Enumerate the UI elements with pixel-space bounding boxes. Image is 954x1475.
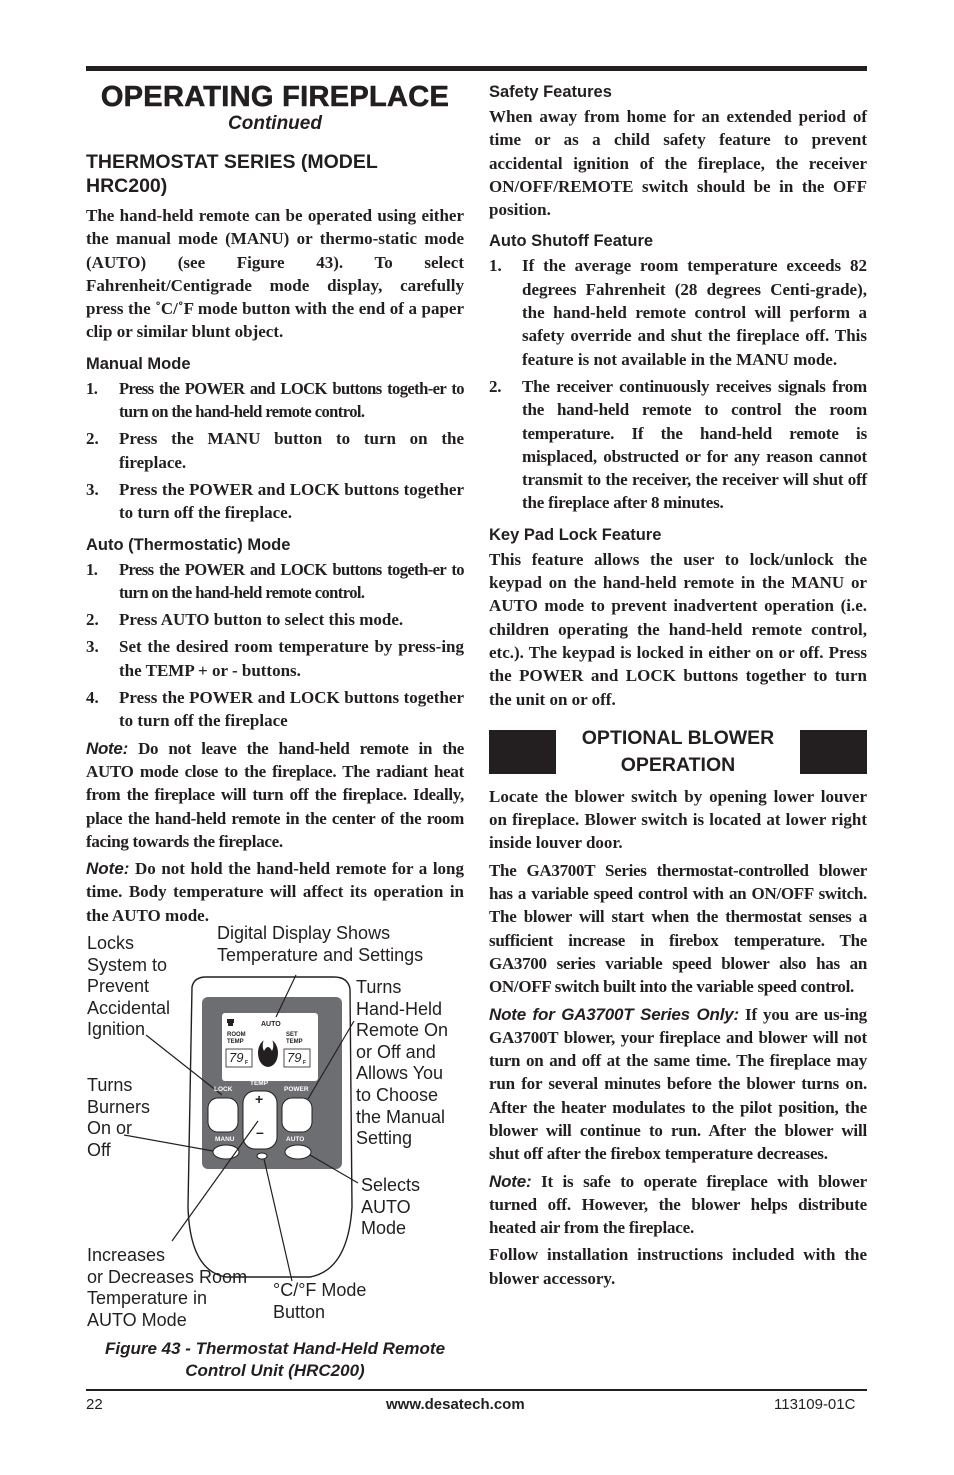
bottom-rule [86,1389,867,1391]
remote-power-label: POWER [284,1086,309,1093]
auto-mode-heading: Auto (Thermostatic) Mode [86,535,291,554]
blower-locate-text: Locate the blower switch by opening lower louver on fireplace. Blower switch is located at lower right inside louver door. [489,786,867,853]
remote-auto-top-label: AUTO [261,1021,281,1028]
list-item: 2. Press AUTO button to select this mode. [86,610,404,630]
safety-features-heading: Safety Features [489,83,612,101]
blower-safe-note: Note: It is safe to operate fireplace with blower turned off. However, the blower helps distribute heated air from the fireplace. [489,1171,867,1238]
list-item: 3. Press the POWER and LOCK buttons together to turn off the fireplace. [86,479,464,523]
section-title-thermostat: THERMOSTAT SERIES (MODEL HRC200) [86,151,378,197]
room-temp-unit: F [245,1060,249,1066]
band-left-block [489,730,556,774]
document-number: 113109-01C [774,1396,856,1413]
keypad-lock-heading: Key Pad Lock Feature [489,525,662,544]
list-item: 2. Press the MANU button to turn on the fireplace. [86,429,464,472]
blower-section-band [489,725,867,779]
keypad-lock-text: This feature allows the user to lock/unlock the keypad on the hand-held remote in the MANU or AUTO mode to prevent inadvertent operation (i.e. children operating the hand-held remote control, etc.). The keypad is locked in either on or off. Press the POWER and LOCK buttons together to turn the unit on or off. [489,549,867,709]
figure-43 [86,925,464,1385]
temp-minus-label: – [256,1124,264,1140]
set-temp-unit: F [303,1060,307,1066]
intro-paragraph: The hand-held remote can be operated using either the manual mode (MANU) or thermo-static mode (AUTO) (see Figure 43). To select Fahrenheit/Centigrade mode display, carefully press the ˚C/˚F mode button with the end of a paper clip or similar blunt object. [86,206,464,342]
blower-section-title: OPTIONAL BLOWER OPERATION [581,726,775,776]
band-right-block [800,730,867,774]
page-title: OPERATING FIREPLACE [100,81,450,113]
list-item: 4. Press the POWER and LOCK buttons together to turn off the fireplace [86,688,464,731]
remote-set-temp-label: TEMP [286,1039,303,1045]
page-number: 22 [86,1396,103,1413]
remote-auto-label: AUTO [286,1136,305,1143]
callout-turns-remote: Turns Hand-Held Remote On or Off and Allows You to Choose the Manual Setting [356,977,449,1149]
auto-shutoff-heading: Auto Shutoff Feature [489,232,654,251]
blower-ga3700t-note: Note for GA3700T Series Only: If you are us-ing GA3700T blower, your fireplace and blower will not turn on and off at the same time. The fireplace may run for several minutes before the blower turns on. After the heater modulates to the pilot position, the blower will continue to run. After the blower will shut off after the firebox temperature decreases. [489,1004,867,1164]
top-rule [86,66,867,71]
figure-caption: Figure 43 - Thermostat Hand-Held Remote Control Unit (HRC200) [104,1339,446,1380]
auto-mode-steps [86,558,464,733]
list-item: 1. Press the POWER and LOCK buttons togeth-er to turn on the hand-held remote control. [86,559,464,602]
callout-cf-mode: °C/°F Mode Button [273,1280,367,1322]
list-item: 2. The receiver continuously receives signals from the hand-held remote to control the room temperature. If the hand-held remote is misplaced, obstructed or for any reason cannot transmit to the receiver, the receiver will shut off the fireplace after 8 minutes. [489,376,867,513]
remote-temp-label: TEMP [250,1080,269,1087]
remote-set-label: SET [286,1032,298,1038]
blower-install-text: Follow installation instructions included with the blower accessory. [489,1245,867,1288]
list-item: 3. Set the desired room temperature by press-ing the TEMP + or - buttons. [86,637,464,680]
remote-manu-label: MANU [215,1136,235,1143]
remote-room-label: ROOM [227,1032,246,1038]
temp-plus-label: + [255,1091,264,1107]
left-column [86,80,464,931]
continued-label: Continued [228,113,322,134]
right-column [489,82,867,1294]
callout-selects-auto: Selects AUTO Mode [361,1175,421,1239]
manual-mode-steps [86,377,464,525]
auto-shutoff-steps [489,254,867,514]
footer-url[interactable]: www.desatech.com [386,1396,525,1413]
callout-digital-display: Digital Display Shows Temperature and Settings [217,923,424,965]
manual-mode-heading: Manual Mode [86,354,191,373]
blower-description-text: The GA3700T Series thermostat-controlled blower has a variable speed control with an ON/OFF switch. The blower will start when the thermostat senses a sufficient increase in firebox temperature. The GA3700 series variable speed blower also has an ON/OFF switch built into the variable speed control. [489,860,867,997]
list-item: 1. Press the POWER and LOCK buttons togeth-er to turn on the hand-held remote control. [86,378,464,422]
callout-locks-system: Locks System to Prevent Accidental Ignition [87,933,171,1040]
list-item: 1. If the average room temperature exceeds 82 degrees Fahrenheit (28 degrees Centi-grade), the hand-held remote control will perform a safety override and shut the fireplace off. This feature is not available in the MANU mode. [489,256,867,369]
note-remote-placement: Note: Do not leave the hand-held remote in the AUTO mode close to the fireplace. The radiant heat from the fireplace will turn off the fireplace. Ideally, place the hand-held remote in the center of the room facing towards the fireplace. [86,738,465,851]
remote-cf-label: °C/°F [254,1141,267,1147]
remote-lock-label: LOCK [214,1086,233,1093]
safety-features-text: When away from home for an extended period of time or as a child safety feature to prevent accidental ignition of the fireplace, the receiver ON/OFF/REMOTE switch should be in the OFF position. [489,107,867,220]
set-temp-reading: 79 [287,1050,302,1065]
note-body-temperature: Note: Do not hold the hand-held remote for a long time. Body temperature will affect its operation in the AUTO mode. [86,859,464,925]
remote-room-temp-label: TEMP [227,1039,244,1045]
callout-increases-temp: Increases or Decreases Room Temperature in AUTO Mode [87,1245,248,1330]
callout-turns-burners: Turns Burners On or Off [87,1075,151,1160]
room-temp-reading: 79 [229,1050,244,1065]
